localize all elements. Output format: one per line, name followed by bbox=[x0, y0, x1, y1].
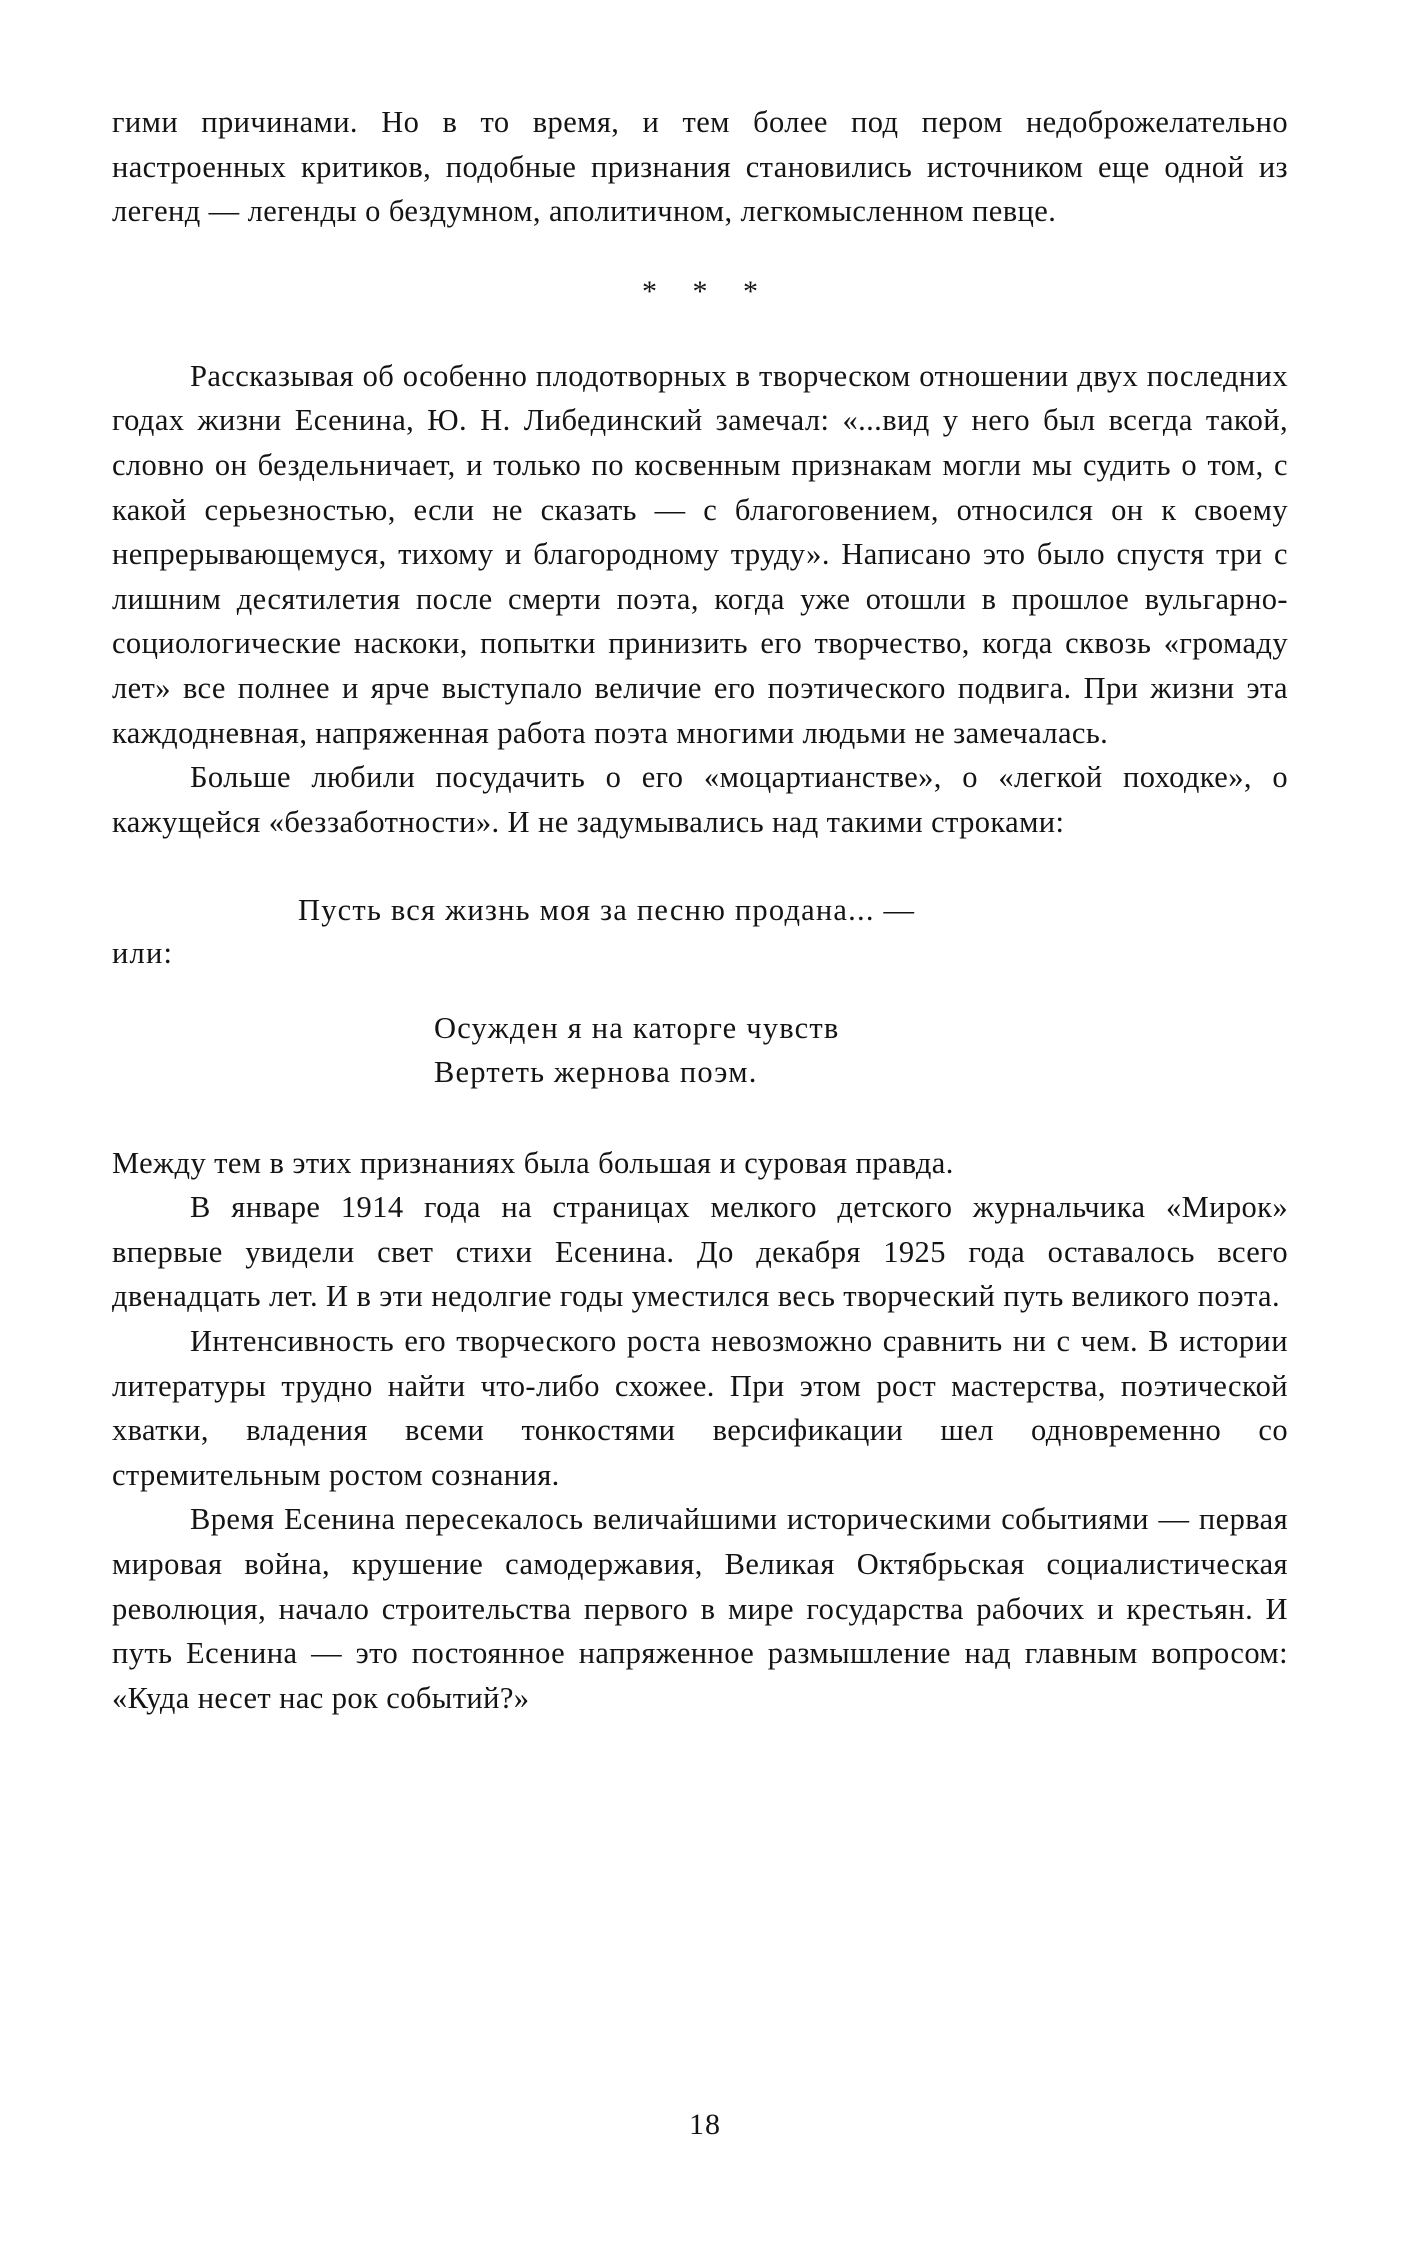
paragraph-after-verse: Между тем в этих признаниях была большая и суровая правда. bbox=[112, 1145, 954, 1180]
paragraph-historic-events: Время Есенина пересекалось величайшими историческими событиями — первая мировая война, крушение самодержавия, Великая Октябрьская социалистическая революция, начало строительства первого в мире государства рабочих и крестьян. И путь Есенина — это постоянное напряженное размышление над главным вопросом: «Куда несет нас рок событий?» bbox=[112, 1502, 1288, 1715]
paragraph-mirok-1914: В январе 1914 года на страницах мелкого детского журнальчика «Мирок» впервые увидели свет стихи Есенина. До декабря 1925 года оставалось всего двенадцать лет. И в эти недолгие годы уместился весь творческий путь великого поэта. bbox=[112, 1190, 1288, 1314]
book-page-body bbox=[112, 100, 1288, 1720]
paragraph-mozartianism: Больше любили посудачить о его «моцартианстве», о «легкой походке», о кажущейся «беззаботности». И не задумывались над такими строками: bbox=[112, 760, 1288, 839]
verse-quote-line: Пусть вся жизнь моя за песню продана... — bbox=[298, 893, 916, 928]
section-divider: * * * bbox=[642, 274, 772, 308]
page-number: 18 bbox=[689, 2108, 721, 2141]
paragraph-continuation: гими причинами. Но в то время, и тем более под пером недоброжелательно настроенных критиков, подобные признания становились источником еще одной из легенд — легенды о бездумном, аполитичном, легкомысленном певце. bbox=[112, 105, 1288, 229]
paragraph-libedinsky-quote: Рассказывая об особенно плодотворных в творческом отношении двух последних годах жизни Есенина, Ю. Н. Либединский замечал: «...вид у него был всегда такой, словно он бездельничает, и только по косвенным признакам могли мы судить о том, с какой серьезностью, если не сказать — с благоговением, относился он к своему непрерывающемуся, тихому и благородному труду». Написано это было спустя три с лишним десятилетия после смерти поэта, когда уже отошли в прошлое вульгарно-социологические наскоки, попытки принизить его творчество, когда сквозь «громаду лет» все полнее и ярче выступало величие его поэтического подвига. При жизни эта каждодневная, напряженная работа поэта многими людьми не замечалась. bbox=[112, 358, 1288, 750]
stanza-line: Вертеть жернова поэм. bbox=[434, 1055, 758, 1090]
verse-stanza bbox=[112, 1006, 1288, 1095]
verse-connector: или: bbox=[112, 935, 174, 970]
paragraph-creative-growth: Интенсивность его творческого роста невозможно сравнить ни с чем. В истории литературы трудно найти что-либо схожее. При этом рост мастерства, поэтической хватки, владения всеми тонкостями версификации шел одновременно со стремительным ростом сознания. bbox=[112, 1324, 1288, 1492]
stanza-line: Осужден я на каторге чувств bbox=[434, 1010, 840, 1045]
